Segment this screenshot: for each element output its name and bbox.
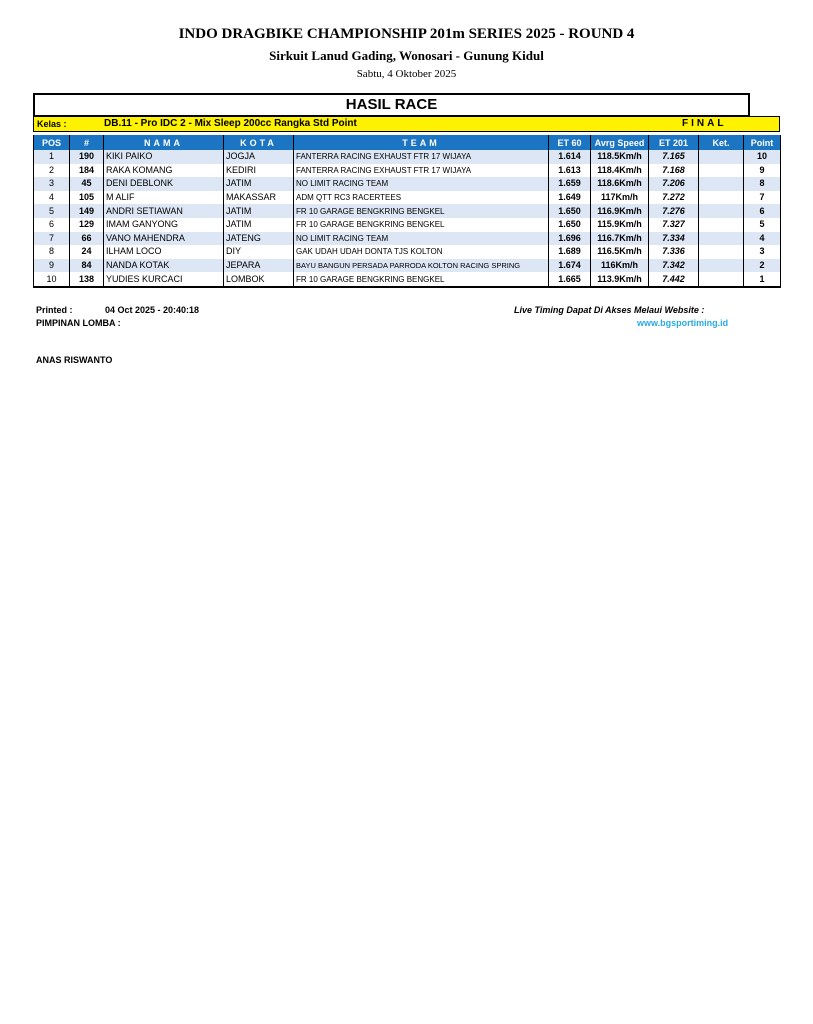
table-row (34, 245, 781, 259)
cell-pos: 5 (34, 204, 70, 218)
cell-et201: 7.442 (649, 272, 699, 287)
cell-et201: 7.342 (649, 259, 699, 273)
cell-ket (699, 150, 744, 164)
cell-nama: ILHAM LOCO (104, 245, 224, 259)
cell-number: 129 (70, 218, 104, 232)
table-header-row (34, 135, 781, 150)
cell-et201: 7.272 (649, 191, 699, 205)
table-row (34, 232, 781, 246)
cell-ket (699, 259, 744, 273)
printed-label: Printed : (36, 305, 73, 315)
cell-speed: 118.5Km/h (591, 150, 649, 164)
cell-et60: 1.659 (549, 177, 591, 191)
cell-speed: 116Km/h (591, 259, 649, 273)
cell-kota: JATIM (224, 218, 294, 232)
cell-pos: 9 (34, 259, 70, 273)
cell-point: 5 (744, 218, 781, 232)
cell-team: BAYU BANGUN PERSADA PARRODA KOLTON RACING SPRING (294, 259, 549, 273)
venue: Sirkuit Lanud Gading, Wonosari - Gunung Kidul (269, 48, 544, 63)
cell-nama: KIKI PAIKO (104, 150, 224, 164)
table-row (34, 259, 781, 273)
cell-speed: 116.5Km/h (591, 245, 649, 259)
cell-pos: 7 (34, 232, 70, 246)
cell-team: FR 10 GARAGE BENGKRING BENGKEL (294, 272, 549, 287)
col-point: Point (744, 135, 781, 150)
cell-pos: 1 (34, 150, 70, 164)
col-kota: KOTA (224, 135, 294, 150)
cell-team: GAK UDAH UDAH DONTA TJS KOLTON (294, 245, 549, 259)
cell-pos: 10 (34, 272, 70, 287)
cell-nama: DENI DEBLONK (104, 177, 224, 191)
cell-number: 149 (70, 204, 104, 218)
cell-pos: 6 (34, 218, 70, 232)
cell-speed: 115.9Km/h (591, 218, 649, 232)
cell-number: 105 (70, 191, 104, 205)
cell-kota: MAKASSAR (224, 191, 294, 205)
cell-nama: VANO MAHENDRA (104, 232, 224, 246)
cell-et60: 1.674 (549, 259, 591, 273)
cell-pos: 3 (34, 177, 70, 191)
cell-team: ADM QTT RC3 RACERTEES (294, 191, 549, 205)
cell-kota: KEDIRI (224, 164, 294, 178)
cell-et201: 7.336 (649, 245, 699, 259)
cell-team: NO LIMIT RACING TEAM (294, 177, 549, 191)
cell-point: 3 (744, 245, 781, 259)
cell-speed: 118.6Km/h (591, 177, 649, 191)
class-name: DB.11 - Pro IDC 2 - Mix Sleep 200cc Rangka Std Point (104, 118, 357, 129)
col-ket: Ket. (699, 135, 744, 150)
kelas-label: Kelas : (37, 119, 67, 129)
cell-pos: 8 (34, 245, 70, 259)
event-date: Sabtu, 4 Oktober 2025 (356, 68, 457, 80)
cell-et201: 7.276 (649, 204, 699, 218)
cell-point: 7 (744, 191, 781, 205)
cell-et201: 7.327 (649, 218, 699, 232)
cell-nama: YUDIES KURCACI (104, 272, 224, 287)
printed-timestamp: 04 Oct 2025 - 20:40:18 (105, 305, 200, 315)
cell-point: 1 (744, 272, 781, 287)
table-row (34, 191, 781, 205)
live-timing-note: Live Timing Dapat Di Akses Melaui Website : (514, 305, 705, 315)
cell-number: 24 (70, 245, 104, 259)
cell-et201: 7.168 (649, 164, 699, 178)
cell-ket (699, 191, 744, 205)
table-row (34, 164, 781, 178)
pimpinan-label: PIMPINAN LOMBA : (36, 318, 121, 328)
cell-kota: JOGJA (224, 150, 294, 164)
hasil-race-banner: HASIL RACE (33, 93, 750, 117)
cell-et60: 1.613 (549, 164, 591, 178)
cell-kota: LOMBOK (224, 272, 294, 287)
cell-team: FANTERRA RACING EXHAUST FTR 17 WIJAYA (294, 164, 549, 178)
col-team: TEAM (294, 135, 549, 150)
cell-point: 6 (744, 204, 781, 218)
cell-team: NO LIMIT RACING TEAM (294, 232, 549, 246)
cell-nama: IMAM GANYONG (104, 218, 224, 232)
cell-speed: 113.9Km/h (591, 272, 649, 287)
cell-point: 2 (744, 259, 781, 273)
cell-et60: 1.650 (549, 204, 591, 218)
cell-nama: ANDRI SETIAWAN (104, 204, 224, 218)
cell-speed: 116.7Km/h (591, 232, 649, 246)
website-link[interactable]: www.bgsportiming.id (637, 318, 729, 328)
table-row (34, 272, 781, 287)
event-title: INDO DRAGBIKE CHAMPIONSHIP 201m SERIES 2025 - ROUND 4 (178, 26, 635, 42)
cell-nama: M ALIF (104, 191, 224, 205)
cell-point: 4 (744, 232, 781, 246)
col-nama: NAMA (104, 135, 224, 150)
cell-ket (699, 272, 744, 287)
cell-point: 10 (744, 150, 781, 164)
cell-ket (699, 177, 744, 191)
signatory-name: ANAS RISWANTO (36, 355, 113, 365)
table-row (34, 218, 781, 232)
cell-speed: 117Km/h (591, 191, 649, 205)
cell-number: 45 (70, 177, 104, 191)
cell-number: 66 (70, 232, 104, 246)
cell-pos: 2 (34, 164, 70, 178)
cell-kota: JATIM (224, 204, 294, 218)
cell-number: 190 (70, 150, 104, 164)
cell-et60: 1.696 (549, 232, 591, 246)
cell-nama: NANDA KOTAK (104, 259, 224, 273)
cell-et201: 7.165 (649, 150, 699, 164)
cell-nama: RAKA KOMANG (104, 164, 224, 178)
results-table (33, 135, 781, 288)
cell-et60: 1.650 (549, 218, 591, 232)
cell-kota: JATENG (224, 232, 294, 246)
cell-pos: 4 (34, 191, 70, 205)
col-avrg-speed: Avrg Speed (591, 135, 649, 150)
cell-et201: 7.206 (649, 177, 699, 191)
cell-et60: 1.665 (549, 272, 591, 287)
cell-kota: JEPARA (224, 259, 294, 273)
table-row (34, 177, 781, 191)
cell-ket (699, 218, 744, 232)
cell-point: 8 (744, 177, 781, 191)
cell-number: 84 (70, 259, 104, 273)
cell-et201: 7.334 (649, 232, 699, 246)
cell-kota: DIY (224, 245, 294, 259)
stage-label: FINAL (682, 118, 727, 129)
cell-et60: 1.614 (549, 150, 591, 164)
cell-ket (699, 245, 744, 259)
cell-et60: 1.649 (549, 191, 591, 205)
cell-ket (699, 204, 744, 218)
col-et201: ET 201 (649, 135, 699, 150)
col-number: # (70, 135, 104, 150)
col-pos: POS (34, 135, 70, 150)
cell-ket (699, 232, 744, 246)
cell-speed: 116.9Km/h (591, 204, 649, 218)
col-et60: ET 60 (549, 135, 591, 150)
cell-point: 9 (744, 164, 781, 178)
cell-kota: JATIM (224, 177, 294, 191)
cell-team: FANTERRA RACING EXHAUST FTR 17 WIJAYA (294, 150, 549, 164)
cell-speed: 118.4Km/h (591, 164, 649, 178)
cell-number: 138 (70, 272, 104, 287)
cell-team: FR 10 GARAGE BENGKRING BENGKEL (294, 218, 549, 232)
cell-ket (699, 164, 744, 178)
cell-team: FR 10 GARAGE BENGKRING BENGKEL (294, 204, 549, 218)
table-row (34, 150, 781, 164)
kelas-bar (33, 116, 780, 132)
cell-et60: 1.689 (549, 245, 591, 259)
table-row (34, 204, 781, 218)
cell-number: 184 (70, 164, 104, 178)
